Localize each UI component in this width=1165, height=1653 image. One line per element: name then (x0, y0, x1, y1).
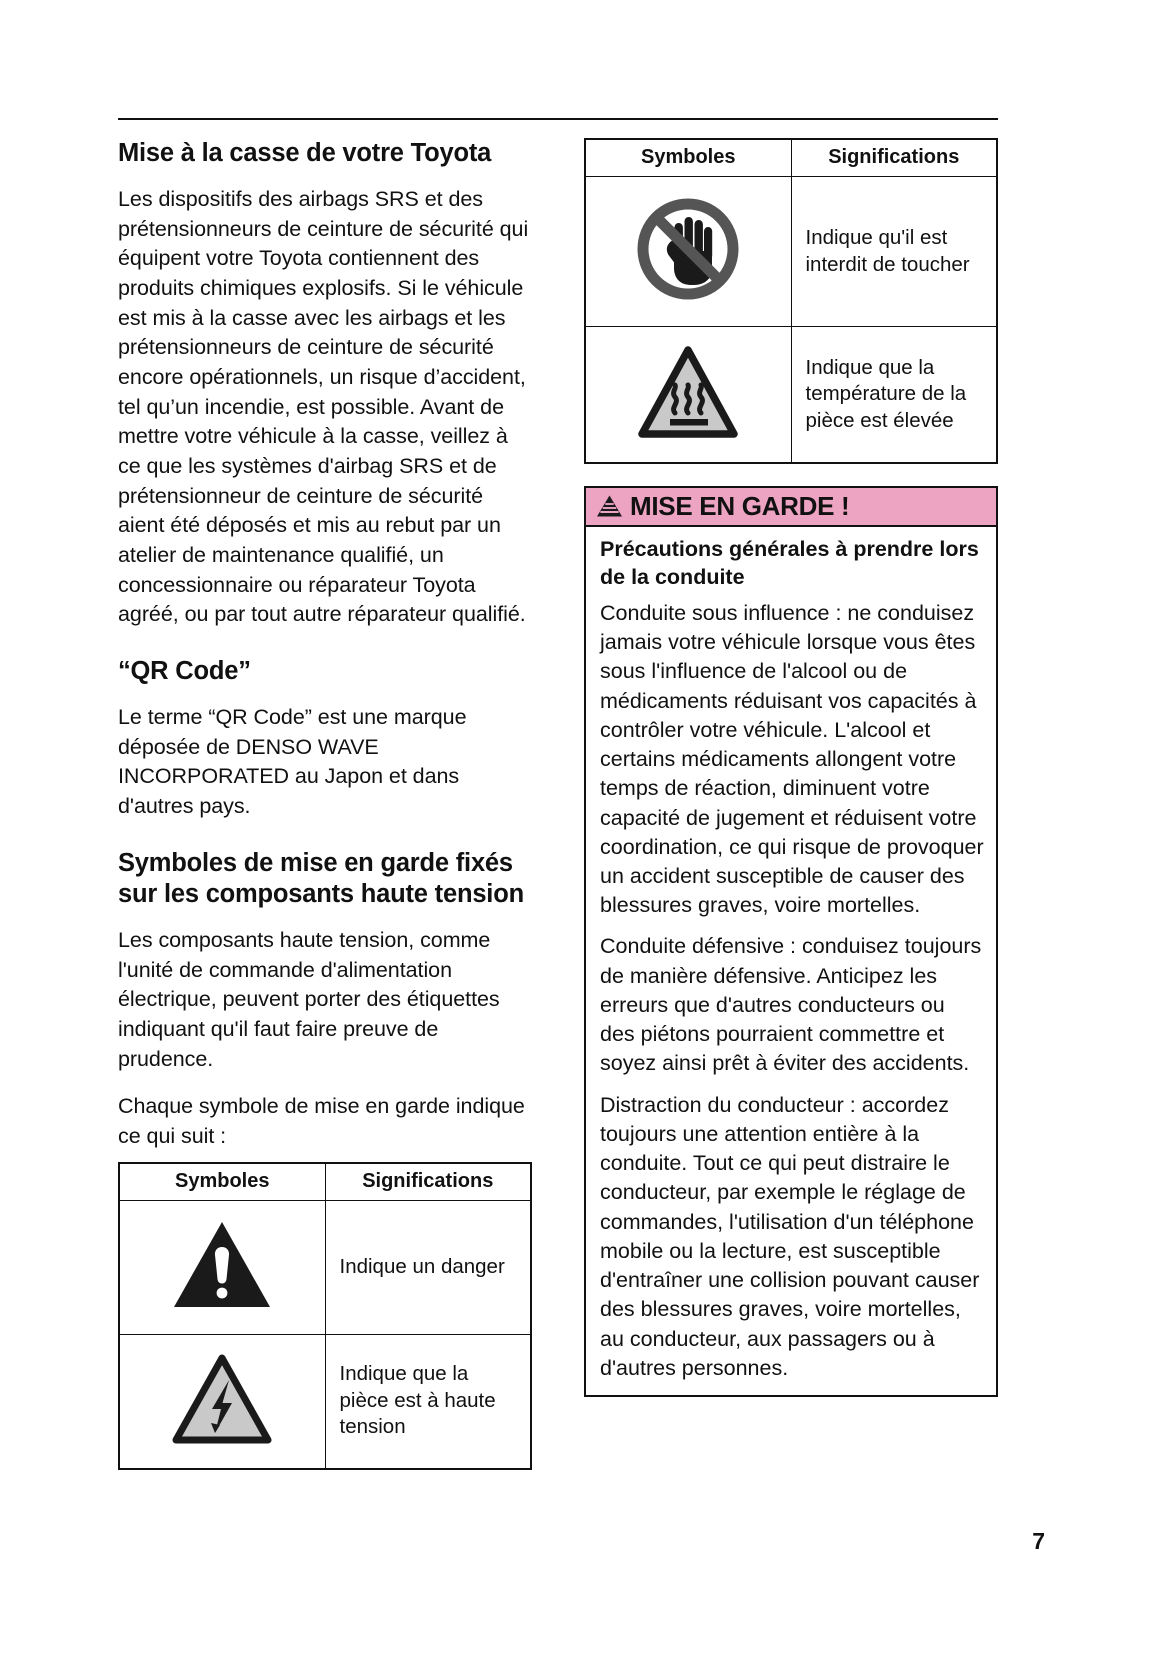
symbol-cell (119, 1334, 325, 1469)
column-header-meanings: Significations (791, 139, 997, 177)
two-column-layout (0, 138, 1165, 1470)
symbol-cell (585, 327, 791, 464)
paragraph-qr-code: Le terme “QR Code” est une marque déposée de DENSO WAVE INCORPORATED au Japon et dans d'autres pays. (118, 705, 467, 819)
warning-triangle-icon (596, 494, 623, 518)
section-heading-qr-code: “QR Code” (118, 656, 251, 685)
right-column (584, 138, 998, 1470)
column-header-symbols: Symboles (119, 1163, 325, 1201)
meaning-cell: Indique que la température de la pièce est élevée (791, 327, 997, 464)
warning-exclamation-triangle-icon (172, 1219, 272, 1311)
column-header-meanings: Significations (325, 1163, 531, 1201)
section-heading-hv-symbols: Symboles de mise en garde fixés sur les composants haute tension (118, 848, 524, 908)
warning-box (584, 486, 998, 1397)
meaning-cell: Indique que la pièce est à haute tension (325, 1334, 531, 1469)
meaning-cell: Indique qu'il est interdit de toucher (791, 177, 997, 327)
warning-paragraph-impaired-driving: Conduite sous influence : ne conduisez jamais votre véhicule lorsque vous êtes sous l'influence de l'alcool ou de médicaments réduisant vos capacités à contrôler votre véhicule. L'alcool et certains médicaments allongent votre temps de réaction, diminuent votre capacité de jugement et réduisent votre coordination, ce qui risque de provoquer un accident susceptible de causer des blessures graves, voire mortelles. (600, 600, 984, 918)
warning-banner-label: MISE EN GARDE ! (630, 491, 850, 521)
symbol-cell (585, 177, 791, 327)
table-header-row (119, 1163, 531, 1201)
warning-banner (586, 488, 996, 527)
meaning-cell: Indique un danger (325, 1200, 531, 1334)
paragraph-each-symbol: Chaque symbole de mise en garde indique ce qui suit : (118, 1094, 525, 1148)
symbol-cell (119, 1200, 325, 1334)
warning-paragraph-defensive-driving: Conduite défensive : conduisez toujours de manière défensive. Anticipez les erreurs que d'autres conducteurs ou des piétons pourraient commettre et soyez ainsi prêt à éviter des accidents. (600, 934, 982, 1076)
paragraph-hv-components: Les composants haute tension, comme l'unité de commande d'alimentation électrique, peuvent porter des étiquettes indiquant qu'il faut faire preuve de prudence. (118, 927, 500, 1071)
do-not-touch-icon (634, 195, 742, 303)
warning-paragraph-driver-distraction: Distraction du conducteur : accordez toujours une attention entière à la conduite. Tout ce qui peut distraire le conducteur, par exemple le réglage de commandes, l'utilisation d'un téléphone mobile ou la lecture, est susceptible d'entraîner une collision pouvant causer des blessures graves, voire mortelles, au conducteur, aux passagers ou à d'autres personnes. (600, 1092, 980, 1380)
table-header-row (585, 139, 997, 177)
section-heading-scrapping: Mise à la casse de votre Toyota (118, 139, 492, 167)
page-top-rule (118, 118, 998, 120)
warning-subheading: Précautions générales à prendre lors de la conduite (600, 537, 979, 589)
right-symbols-table (584, 138, 998, 464)
left-column (118, 138, 532, 1470)
high-voltage-lightning-triangle-icon (172, 1353, 272, 1445)
table-row (119, 1334, 531, 1469)
table-row (585, 177, 997, 327)
hot-surface-triangle-icon (637, 345, 739, 439)
column-header-symbols: Symboles (585, 139, 791, 177)
warning-body (586, 527, 996, 1395)
table-row (585, 327, 997, 464)
table-row (119, 1200, 531, 1334)
page-number: 7 (1032, 1528, 1045, 1554)
left-symbols-table (118, 1162, 532, 1470)
paragraph-scrapping: Les dispositifs des airbags SRS et des prétensionneurs de ceinture de sécurité qui équipent votre Toyota contiennent des produits chimiques explosifs. Si le véhicule est mis à la casse avec les airbags et les prétensionneurs de ceinture de sécurité encore opérationnels, un risque d’accident, tel qu’un incendie, est possible. Avant de mettre votre véhicule à la casse, veillez à ce que les systèmes d'airbag SRS et de prétensionneur de ceinture de sécurité aient été déposés et mis au rebut par un atelier de maintenance qualifié, un concessionnaire ou réparateur Toyota agréé, ou par tout autre réparateur qualifié. (118, 187, 529, 627)
